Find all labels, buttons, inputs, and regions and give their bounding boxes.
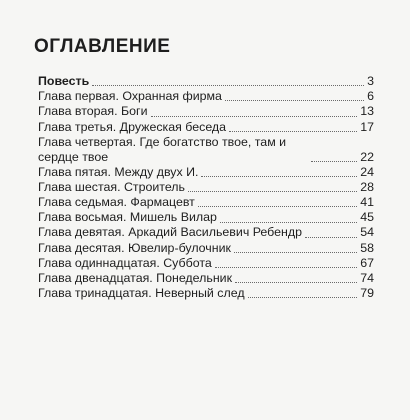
dot-leader [188, 191, 357, 192]
dot-leader [248, 297, 358, 298]
dot-leader [220, 222, 357, 223]
toc-entry-chapter-11 [38, 256, 374, 271]
toc-entry-title: Глава шестая. Строитель [38, 179, 185, 194]
toc-entry-chapter-1 [38, 89, 374, 104]
dot-leader [151, 116, 358, 117]
dot-leader [201, 176, 357, 177]
toc-entry-title: Глава тринадцатая. Неверный след [38, 286, 245, 301]
dot-leader [229, 131, 357, 132]
toc-entry-chapter-12 [38, 271, 374, 286]
dot-leader [92, 85, 364, 86]
toc-entry-title: Повесть [38, 73, 90, 88]
toc-entry-page: 74 [360, 271, 374, 286]
toc-entry-chapter-9 [38, 226, 374, 241]
dot-leader [198, 206, 357, 207]
toc-entry-chapter-5 [38, 165, 374, 180]
toc-entry-title: Глава двенадцатая. Понедельник [38, 271, 233, 286]
dot-leader [311, 161, 357, 162]
toc-entry-page: 79 [360, 286, 374, 301]
toc-entry-chapter-7 [38, 195, 374, 210]
dot-leader [235, 282, 357, 283]
table-of-contents [38, 74, 374, 301]
toc-entry-page: 3 [367, 73, 374, 88]
toc-entry-title: Глава девятая. Аркадий Васильевич Ребендр [38, 225, 302, 240]
toc-entry-page: 24 [360, 164, 374, 179]
dot-leader [234, 252, 357, 253]
toc-entry-chapter-10 [38, 241, 374, 256]
toc-entry-chapter-4 [38, 135, 374, 165]
toc-entry-page: 41 [360, 195, 374, 210]
dot-leader [215, 267, 357, 268]
toc-entry-chapter-6 [38, 180, 374, 195]
toc-entry-chapter-3 [38, 120, 374, 135]
toc-entry-page: 22 [360, 149, 374, 164]
toc-entry-title: Глава пятая. Между двух И. [38, 164, 199, 179]
toc-entry-page: 67 [360, 255, 374, 270]
toc-entry-title: Глава восьмая. Мишель Вилар [38, 210, 217, 225]
toc-entry-page: 13 [360, 104, 374, 119]
dot-leader [305, 237, 357, 238]
toc-entry-page: 17 [360, 119, 374, 134]
toc-entry-chapter-8 [38, 210, 374, 225]
toc-entry-povest [38, 74, 374, 89]
toc-entry-title: Глава десятая. Ювелир-булочник [38, 240, 231, 255]
toc-entry-page: 54 [360, 225, 374, 240]
toc-entry-title: Глава одиннадцатая. Суббота [38, 255, 212, 270]
toc-entry-page: 45 [360, 210, 374, 225]
toc-entry-title: Глава четвертая. Где богатство твое, там и сердце твое [38, 134, 287, 164]
toc-entry-page: 28 [360, 179, 374, 194]
page-title: ОГЛАВЛЕНИЕ [34, 36, 171, 57]
toc-entry-title: Глава седьмая. Фармацевт [38, 195, 195, 210]
toc-entry-chapter-2 [38, 104, 374, 119]
toc-entry-page: 6 [367, 89, 374, 104]
toc-entry-chapter-13 [38, 286, 374, 301]
toc-entry-title: Глава третья. Дружеская беседа [38, 119, 227, 134]
toc-entry-page: 58 [360, 240, 374, 255]
dot-leader [225, 100, 364, 101]
toc-entry-title: Глава вторая. Боги [38, 104, 148, 119]
toc-entry-title: Глава первая. Охранная фирма [38, 89, 222, 104]
